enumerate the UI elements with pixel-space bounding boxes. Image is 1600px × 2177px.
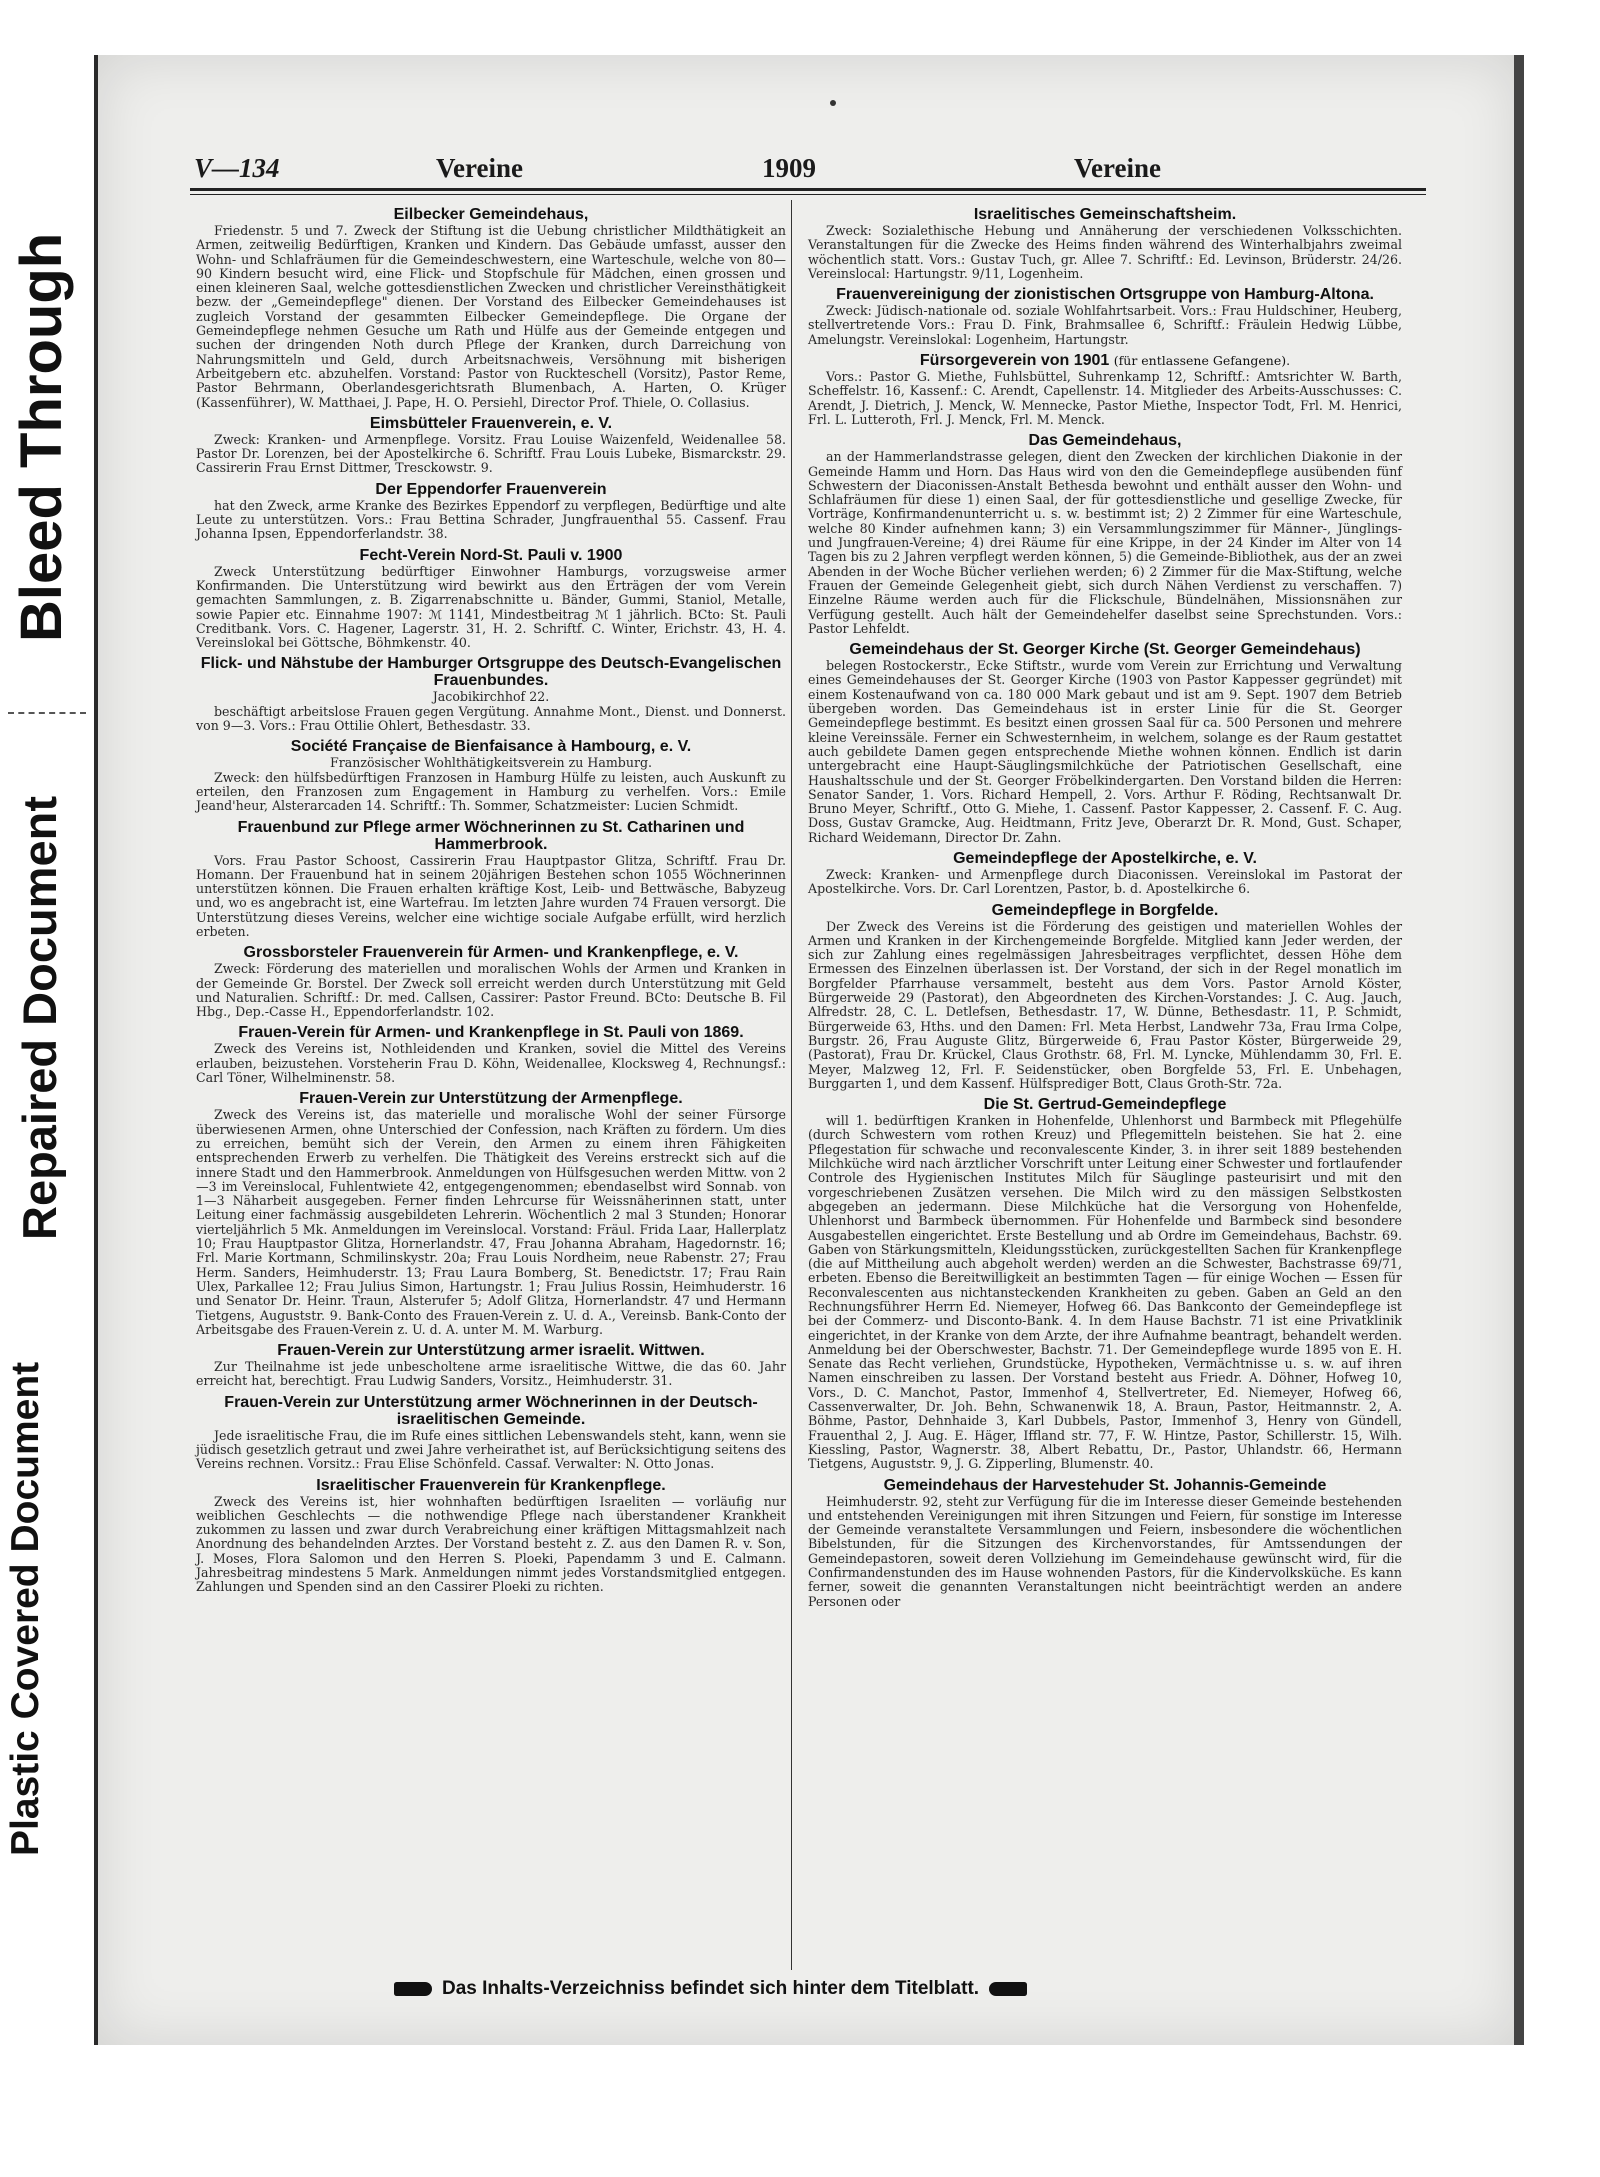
label-bleed-through: Bleed Through (9, 232, 74, 642)
pointing-hand-icon (394, 1982, 432, 1996)
entry-title (196, 1477, 786, 1494)
entry-title-text: Die St. Gertrud-Gemeindepflege (983, 1096, 1227, 1114)
entry-title-text: Frauen-Verein zur Unterstützung der Armenpflege. (299, 1090, 683, 1108)
entry-title-text: Frauen-Verein für Armen- und Krankenpflege in St. Pauli von 1869. (238, 1024, 744, 1042)
entry-body: an der Hammerlandstrasse gelegen, dient den Zwecken der kirchlichen Diakonie in der Gemeinde Hamm und Horn. Das Haus wird von den die Gemeindepflege ausübenden fünf Schwestern der Diaconissen-Anstalt Bethesda bewohnt und enthält ausser den Wohn- und Schlafräumen für diese 1) einen Saal, der für gottesdienstliche und gesellige Zwecke, für Vorträge, Konfirmandenunterricht u. s. w. bestimmt ist; 2) 2 Zimmer für eine Warteschule, welche 80 Kinder aufnehmen kann; 3) ein Versammlungszimmer für Männer-, Jünglings- und Jungfrauen-Vereine; 4) drei Räume für eine Krippe, in der 24 Kinder im Alter von 14 Tagen bis zu 2 Jahren verpflegt werden können, 5) die Gemeinde-Bibliothek, aus der an zwei Abenden in der Woche Bücher verliehen werden; 6) 2 Zimmer für die Max-Stiftung, welche Frauen der Gemeinde Gelegenheit giebt, sich durch Nähen Verdienst zu verschaffen. 7) Einzelne Räume werden auch für die Flickschule, Bündelnähen, Missionsnähen zur Verfügung gestellt. Auch hält der Gemeindehelfer daselbst seine Sprechstunden. Vors.: Pastor Lehfeldt. (808, 449, 1402, 636)
entry-title-text: Gemeindepflege in Borgfelde. (991, 901, 1219, 919)
header-rule (190, 188, 1426, 191)
association-entry (196, 738, 786, 813)
entry-title-text: Israelitisches Gemeinschaftsheim. (973, 206, 1237, 223)
entry-title-text: Frauen-Verein zur Unterstützung armer israelit. Wittwen. (277, 1342, 705, 1360)
entry-body: Jede israelitische Frau, die im Rufe eines sittlichen Lebenswandels steht, kann, wenn sie jüdisch gesetzlich getraut und zwei Jahre verheirathet ist, auf Berücksichtigung seitens des Vereins rechnen. Vorsitz.: Frau Elise Schönfeld. Cassaf. Verwalter: N. Otto Jonas. (196, 1427, 786, 1472)
pointing-hand-icon (989, 1982, 1027, 1996)
entry-title (808, 641, 1402, 658)
association-entry (196, 1342, 786, 1389)
header-title-right: Vereine (1074, 153, 1161, 183)
header-rule-thin (190, 194, 1426, 195)
association-entry (808, 641, 1402, 845)
entry-title-text: Frauenvereinigung der zionistischen Ortsgruppe von Hamburg-Altona. (836, 286, 1374, 304)
label-plastic-covered: Plastic Covered Document (4, 1361, 47, 1856)
entry-title-text: Fecht-Verein Nord-St. Pauli v. 1900 (359, 546, 623, 564)
entry-title-text: Israelitischer Frauenverein für Krankenpflege. (316, 1476, 666, 1494)
entry-title-suffix: (für entlassene Gefangene). (1113, 353, 1291, 369)
entry-body: will 1. bedürftigen Kranken in Hohenfelde, Uhlenhorst und Barmbeck mit Pflegehülfe (durch Schwestern vom rothen Kreuz) und Pflegemitteln beistehen. Sie hat 2. eine Pflegestation für schwache und reconvalescente Kinder, 3. in ihrer seit 1889 bestehenden Milchküche wird nach ärztlicher Vorschrift unter Leitung einer Schwester und fortlaufender Controle des Hygienischen Institutes Milch für Säuglinge pasteurisirt und mit den vorgeschriebenen Zusätzen versehen. Die Milch wird zu den mässigen Selbstkosten abgegeben an jedermann. Diese Milchküche hat die Versorgung von Hohenfelde, Uhlenhorst und Barmbeck übernommen. Für Hohenfelde und Barmbeck sind besondere Ausgabestellen eingerichtet. Erste Bestellung und ab Ordre im Gemeindehaus, Bachstr. 69. Gaben von Stärkungsmitteln, Kleidungsstücken, zurückgestellten Sachen für Krankenpflege (die auf Mittheilung auch abgeholt werden) werden an die Schwester, Bachstrasse 69/71, erbeten. Ebenso die Bereitwilligkeit an bestimmten Tagen — für einige Wochen — Essen für Reconvalescenten aus nichtansteckenden Krankheiten zu geben. Gaben an Geld an den Rechnungsführer Herrn Ed. Niemeyer, Hofweg 66. Das Bankconto der Gemeindepflege ist bei der Commerz- und Disconto-Bank. 4. In dem Hause Bachstr. 71 ist eine Privatklinik eingerichtet, in der Kranke von dem Arzte, der ihre Aufnahme beantragt, behandelt werden. Anmeldung bei der Oberschwester, Bachstr. 71. Der Gemeindepflege wurde 1895 von E. H. Senate das Recht verliehen, Grundstücke, Hypotheken, Vermächtnisse u. s. w. auf ihren Namen einschreiben zu lassen. Der Vorstand besteht aus Friedr. A. Döhner, Hofweg 10, Vors., D. C. Manchot, Pastor, Immenhof 4, Stellvertreter, Ed. Niemeyer, Hofweg 66, Cassenverwalter, Dr. Joh. Behn, Schwanenwik 18, A. Braun, Pastor, Heitmannstr. 2, A. Böhme, Pastor, Dehnhaide 3, Karl Dubbels, Pastor, Immenhof 3, Henry von Gündell, Frauenthal 2, J. Aug. E. Häger, Iffland str. 77, F. W. Hintze, Pastor, Schillerstr. 15, Wilh. Kiessling, Pastor, Wagnerstr. 38, Albert Rebattu, Dr., Pastor, Uhlandstr. 66, Hermann Tietgens, Auguststr. 9, J. G. Zipperling, Blumenstr. 40. (808, 1113, 1402, 1472)
entry-title-text: Fürsorgeverein von 1901 (919, 352, 1110, 370)
entry-title (196, 819, 786, 853)
association-entry (808, 902, 1402, 1092)
association-entry (196, 819, 786, 940)
entry-title (808, 206, 1402, 223)
entry-title-text: Frauenbund zur Pflege armer Wöchnerinnen zu St. Catharinen und Hammerbrook. (237, 818, 745, 853)
entry-subtitle: Jacobikirchhof 22. (432, 689, 550, 705)
entry-subtitle: Französischer Wohlthätigkeitsverein zu Hamburg. (329, 755, 653, 771)
association-entry (196, 944, 786, 1019)
entry-title (196, 481, 786, 498)
entry-title-text: Flick- und Nähstube der Hamburger Ortsgruppe des Deutsch-Evangelischen Frauenbundes. (200, 655, 782, 690)
entry-title-text: Frauen-Verein zur Unterstützung armer Wöchnerinnen in der Deutsch-israelitischen Gemeinde. (224, 1393, 758, 1428)
paper-speck (830, 100, 836, 106)
entry-body: Zweck: Kranken- und Armenpflege durch Diaconissen. Vereinslokal im Pastorat der Apostelkirche. Vors. Dr. Carl Lorentzen, Pastor, b. d. Apostelkirche 6. (808, 866, 1402, 897)
entry-title (808, 1477, 1402, 1494)
entry-title (196, 415, 786, 432)
entry-title-text: Gemeindepflege der Apostelkirche, e. V. (953, 849, 1257, 867)
entry-title (196, 1394, 786, 1428)
entry-body: Vors.: Pastor G. Miethe, Fuhlsbüttel, Suhrenkamp 12, Schriftf.: Amtsrichter W. Barth, Scheffelstr. 16, Kassenf.: C. Arendt, Capellenstr. 14. Mitglieder des Arbeits-Ausschusses: C. Arendt, J. Dietrich, J. Menck, W. Mennecke, Pastor Miethe, Inspector Todt, Frl. M. Henrici, Frl. L. Lutteroth, Frl. J. Menck, Frl. M. Menck. (808, 369, 1402, 427)
entry-title-text: Grossborsteler Frauenverein für Armen- und Krankenpflege, e. V. (243, 944, 739, 962)
entry-body: Zweck: Kranken- und Armenpflege. Vorsitz. Frau Louise Waizenfeld, Weidenallee 58. Pastor Dr. Lorenzen, bei der Apostelkirche 6. Schriftf. Frau Louis Lubeke, Bismarckstr. 29. Cassirerin Frau Ernst Dittmer, Tresckowstr. 9. (196, 431, 786, 476)
entry-body: belegen Rostockerstr., Ecke Stiftstr., wurde vom Verein zur Errichtung und Verwaltung eines Gemeindehauses der St. Georger Kirche (1903 von Pastor Kappesser gegründet) mit einem Kostenaufwand von ca. 180 000 Mark gebaut und ist am 9. Sept. 1907 dem Betrieb übergeben worden. Das Gemeindehaus ist in erster Linie für die St. Georger Gemeindepflege bestimmt. Es besitzt einen grossen Saal für ca. 500 Personen und mehrere kleine Vereinssäle. Ferner ein Schwesternheim, in welchem, solange es der Raum gestattet auch gebildete Damen gegen entsprechende Miethe wohnen können. Endlich ist darin untergebracht eine Haupt-Säuglingsmilchküche der Patriotischen Gesellschaft, eine Haushaltsschule und der St. Georger Fröbelkindergarten. Den Vorstand bilden die Herren: Senator Sander, 1. Vors. Richard Hempell, 2. Vors. Arthur F. Röding, Rechtsanwalt Dr. Bruno Meyer, Schriftf., Otto G. Miehe, 1. Cassenf. Pastor Kappesser, 2. Cassenf. F. C. Aug. Doss, Gustav Gramcke, Aug. Heidtmann, Fritz Jeve, Oberarzt Dr. R. Mond, Gust. Schaper, Richard Weidemann, Director Dr. Zahn. (808, 658, 1402, 845)
page-number: V—134 (194, 153, 280, 183)
entry-title (196, 655, 786, 689)
footer-note (384, 1978, 1424, 2000)
entry-body: Heimhuderstr. 92, steht zur Verfügung für die im Interesse dieser Gemeinde bestehenden und entstehenden Vereinigungen mit ihren Sitzungen und Feiern, für sonstige im Interesse der Gemeinde veranstaltete Versammlungen und Feiern, insbesondere die wöchentlichen Bibelstunden, für die Sitzungen des Kirchenvorstandes, für Amtssendungen der Gemeindepastoren, soweit deren Vollziehung im Gemeindehause gewünscht wird, für die Confirmandenstunden des im Hause wohnenden Pastors, für die Kindervolksküche. Es kann ferner, soweit die genannten Veranstaltungen nicht beeinträchtigt werden an andere Personen oder (808, 1493, 1402, 1609)
entry-title (808, 432, 1402, 449)
entry-body: beschäftigt arbeitslose Frauen gegen Vergütung. Annahme Mont., Dienst. und Donnerst. von 9—3. Vors.: Frau Ottilie Ohlert, Bethesdastr. 33. (196, 703, 786, 734)
entry-title-text: Eimsbütteler Frauenverein, e. V. (369, 414, 613, 432)
association-entry (196, 1477, 786, 1595)
entry-title (196, 1090, 786, 1107)
association-entry (196, 1024, 786, 1085)
label-repaired-document: Repaired Document (13, 796, 66, 1240)
entry-body: Zweck Unterstützung bedürftiger Einwohner Hamburgs, vorzugsweise armer Konfirmanden. Die Unterstützung wird bewirkt aus den Erträgen der vom Verein gemachten Sammlungen, z. B. Zigarrenabschnitte u. Bänder, Gummi, Staniol, Metalle, sowie Papier etc. Einnahme 1907: ℳ 1141, Mindestbeitrag ℳ 1 jährlich. BCto: St. Pauli Creditbank. Vors. C. Hagener, Lagerstr. 31, H. 2. Schriftf. C. Winter, Erichstr. 43, H. 4. Vereinslokal bei Göttsche, Böhmkenstr. 40. (196, 563, 786, 651)
association-entry (808, 1096, 1402, 1471)
entry-title-text: Gemeindehaus der Harvestehuder St. Johannis-Gemeinde (883, 1476, 1327, 1494)
entry-body: Zweck: Förderung des materiellen und moralischen Wohls der Armen und Kranken in der Gemeinde Gr. Borstel. Der Zweck soll erreicht werden durch Unterstützung mit Geld und Naturalien. Schriftf.: Dr. med. Callsen, Cassirer: Pastor Freund. BCto: Deutsche B. Fil Hbg., Dep.-Casse H., Eppendorferlandstr. 102. (196, 961, 786, 1020)
entry-body: Zweck: Jüdisch-nationale od. soziale Wohlfahrtsarbeit. Vors.: Frau Huldschiner, Heuberg, stellvertretende Vors.: Frau D. Fink, Brahmsallee 6, Schriftf.: Fräulein Hedwig Lübbe, Amelungstr. Vereinslokal: Logenheim, Hartungstr. (808, 303, 1402, 347)
entry-body: hat den Zweck, arme Kranke des Bezirkes Eppendorf zu verpflegen, Bedürftige und alte Leute zu unterstützen. Vors.: Frau Bettina Schrader, Jungfrauenthal 55. Cassenf. Frau Johanna Ipsen, Eppendorferlandstr. 38. (196, 497, 786, 542)
entry-title (196, 944, 786, 961)
entry-title (808, 352, 1402, 369)
entry-title (808, 286, 1402, 303)
entry-title (196, 1342, 786, 1359)
page-header (194, 153, 1426, 185)
association-entry (196, 655, 786, 733)
entry-title-text: Der Eppendorfer Frauenverein (375, 480, 607, 498)
entry-body: Zweck: den hülfsbedürftigen Franzosen in Hamburg Hülfe zu leisten, auch Auskunft zu erteilen, den Franzosen zum Engagement in Hamburg zu verhelfen. Vors.: Emile Jeand'heur, Alsterarcaden 14. Schriftf.: Th. Sommer, Schatzmeister: Lucien Schmidt. (196, 769, 786, 814)
entry-title (196, 738, 786, 755)
entry-title-text: Société Française de Bienfaisance à Hambourg, e. V. (290, 738, 692, 756)
entry-body: Zweck des Vereins ist, das materielle und moralische Wohl der seiner Fürsorge überwiesenen Armen, ohne Unterschied der Confession, nach Kräften zu fördern. Um dies zu erreichen, bemüht sich der Verein, den Armen zu einem ihren Fähigkeiten entsprechenden Erwerb zu verhelfen. Die Thätigkeit des Vereins erstreckt sich auf die innere Stadt und den Hammerbrook. Anmeldungen von Hülfsgesuchen werden Mittw. von 2—3 im Vereinslocal, Fuhlentwiete 42, entgegengenommen; ebendaselbst wird Sonnab. von 1—3 Näharbeit ausgegeben. Ferner finden Lehrcurse für Weissnäherinnen statt, unter Leitung einer fachmässig ausgebildeten Lehrerin. Wöchentlich 2 mal 3 Stunden; Honorar vierteljährlich 5 Mk. Anmeldungen im Vereinslocal. Vorstand: Fräul. Frida Laar, Hallerplatz 10; Frau Hauptpastor Glitza, Hornerlandstr. 47, Frau Johanna Abraham, Hagedornstr. 16; Frl. Marie Kortmann, Schmilinskystr. 20a; Frau Louis Nordheim, neue Rabenstr. 27; Frau Herm. Sanders, Heimhuderstr. 13; Frau Laura Bomberg, St. Benedictstr. 17; Frau Rain Ulex, Parkallee 12; Frau Julius Simon, Hartungstr. 1; Frau Julius Rossin, Heimhuderstr. 16 und Senator Dr. Heinr. Traun, Alsterufer 5; Adolf Glitza, Hornerlandstr. 47 und Hermann Tietgens, Auguststr. 9. Bank-Conto des Frauen-Verein z. U. d. A., Vereinsb. Bank-Conto der Arbeitsgabe des Frauen-Verein z. U. d. A. unter M. M. Warburg. (196, 1107, 786, 1337)
right-column (808, 204, 1402, 1614)
association-entry (808, 850, 1402, 897)
entry-title (808, 1096, 1402, 1113)
entry-title (196, 206, 786, 223)
association-entry (196, 415, 786, 476)
entry-title (808, 902, 1402, 919)
entry-body: Zur Theilnahme ist jede unbescholtene arme israelitische Wittwe, die das 60. Jahr erreicht hat, berechtigt. Frau Ludwig Sanders, Vorsitz., Heimhuderstr. 31. (196, 1359, 786, 1389)
page-edge-shadow (1514, 55, 1524, 2045)
entry-title-text: Eilbecker Gemeindehaus, (393, 206, 589, 223)
entry-title-text: Das Gemeindehaus, (1028, 432, 1182, 450)
association-entry (808, 206, 1402, 281)
header-year: 1909 (762, 153, 816, 183)
entry-body: Zweck des Vereins ist, Nothleidenden und Kranken, soviel die Mittel des Vereins erlauben, beizustehen. Vorsteherin Frau D. Köhn, Weidenallee, Klocksweg 4, Rechnungsf.: Carl Töner, Wilhelminenstr. 58. (196, 1041, 786, 1086)
association-entry (808, 286, 1402, 347)
association-entry (808, 1477, 1402, 1609)
association-entry (196, 481, 786, 542)
entry-body: Der Zweck des Vereins ist die Förderung des geistigen und materiellen Wohles der Armen und Kranken in der Kirchengemeinde Borgfelde. Mitglied kann Jeder werden, der sich zur Zahlung eines regelmässigen Jahresbeitrages verpflichtet, dessen Höhe dem Ermessen des Einzelnen überlassen ist. Der Vorstand, der sich in der Regel monatlich im Borgfelder Pfarrhause versammelt, besteht aus dem Vors. Pastor Arnold Köster, Bürgerweide 29 (Pastorat), den Abgeordneten des Kirchen-Vorstandes: J. C. Aug. Jauch, Alfredstr. 28, C. L. Detlefsen, Bethesdastr. 17, W. Dünne, Bethesdastr. 11, P. Schmidt, Bürgerweide 63, Hths. und den Damen: Frl. Meta Herbst, Landwehr 73a, Frau Irma Colpe, Burgstr. 26, Frau Auguste Glitz, Bürgerweide 6, Frau Pastor Köster, Bürgerweide 29, (Pastorat), Frau Dr. Krückel, Claus Grothstr. 68, Frl. M. Lyncke, Mühlendamm 30, Frl. E. Meyer, Malzweg 12, Frl. F. Seidenstücker, oben Borgfelde 53, Frl. E. Unbehagen, Burggarten 1, und dem Kassenf. Hülfsprediger Bott, Claus Groth-Str. 72a. (808, 918, 1402, 1091)
association-entry (196, 206, 786, 410)
entry-title (196, 1024, 786, 1041)
association-entry (196, 1090, 786, 1337)
entry-body: Vors. Frau Pastor Schoost, Cassirerin Frau Hauptpastor Glitza, Schriftf. Frau Dr. Homann. Der Frauenbund hat in seinem 20jährigen Bestehen schon 1055 Wöchnerinnen unterstützen können. Die Frauen erhalten kräftige Kost, Leib- und Bettwäsche, Babyzeug und, wo es angebracht ist, eine Wartefrau. Im letzten Jahre wurden 74 Frauen versorgt. Die Unterstützung dieses Vereins, welcher eine wichtige sociale Aufgabe erfüllt, wird herzlich erbeten. (196, 852, 786, 939)
annotation-sidebar (0, 0, 88, 2177)
header-title-left: Vereine (436, 153, 523, 183)
entry-body: Zweck: Sozialethische Hebung und Annäherung der verschiedenen Volksschichten. Veranstaltungen für die Zwecke des Heims finden während des Winterhalbjahrs zweimal wöchentlich statt. Vors.: Gustav Tuch, gr. Allee 7. Schriftf.: Ed. Levinson, Brüderstr. 24/26. Vereinslocal: Hartungstr. 9/11, Logenheim. (808, 223, 1402, 281)
entry-body: Zweck des Vereins ist, hier wohnhaften bedürftigen Israeliten — vorläufig nur weiblichen Geschlechts — die nothwendige Pflege nach überstandener Krankheit zukommen zu lassen und zwar durch Verabreichung einer kräftigen Mittagsmahlzeit nach Anordnung des behandelnden Arztes. Der Vorstand besteht z. Z. aus den Damen R. v. Son, J. Moses, Flora Salomon und den Herren S. Ploeki, Papendamm 3 und E. Calmann. Jahresbeitrag mindestens 5 Mark. Anmeldungen nimmt jedes Vorstandsmitglied entgegen. Zahlungen und Spenden sind an den Cassirer Ploeki zu richten. (196, 1493, 786, 1595)
left-column (196, 204, 786, 1600)
entry-title (196, 547, 786, 564)
entry-title (808, 850, 1402, 867)
association-entry (196, 547, 786, 651)
label-divider (8, 712, 86, 714)
footer-text: Das Inhalts-Verzeichniss befindet sich hinter dem Titelblatt. (442, 1978, 980, 1999)
column-separator (791, 200, 792, 1970)
association-entry (808, 352, 1402, 427)
entry-body: Friedenstr. 5 und 7. Zweck der Stiftung ist die Uebung christlicher Mildthätigkeit an Armen, zeitweilig Bedürftigen, Kranken und Kindern. Das Gebäude umfasst, ausser den Wohn- und Schlafräumen für die Gemeindeschwestern, eine Warteschule, welche von 80—90 Kindern besucht wird, eine Flick- und Stopfschule für Mädchen, einen grossen und einen kleineren Saal, welche gottesdienstlichen Zwecken und christlicher Vereinsthätigkeit bezw. der „Gemeindepflege" dienen. Der Vorstand des Eilbecker Gemeindehauses ist zugleich Vorstand der gesammten Eilbecker Gemeindepflege. Die Organe der Gemeindepflege nehmen Gesuche um Rath und Hülfe aus der Gemeinde entgegen und suchen der dringenden Noth durch Pflege der Kranken, durch Darreichung von Nahrungsmitteln und Geld, durch Arbeitsnachweis, Versöhnung mit bisherigen Arbeitgebern etc. abzuhelfen. Vorstand: Pastor von Ruckteschell (Vorsitz), Pastor Reme, Pastor Behrmann, Oberlandesgerichtsrath Blumenbach, A. Harten, O. Krüger (Kassenführer), W. Matthaei, J. Pape, H. O. Persiehl, Director Prof. Thiele, O. Collasius. (196, 223, 786, 410)
association-entry (808, 432, 1402, 636)
entry-title-text: Gemeindehaus der St. Georger Kirche (St. Georger Gemeindehaus) (849, 641, 1361, 659)
association-entry (196, 1394, 786, 1472)
